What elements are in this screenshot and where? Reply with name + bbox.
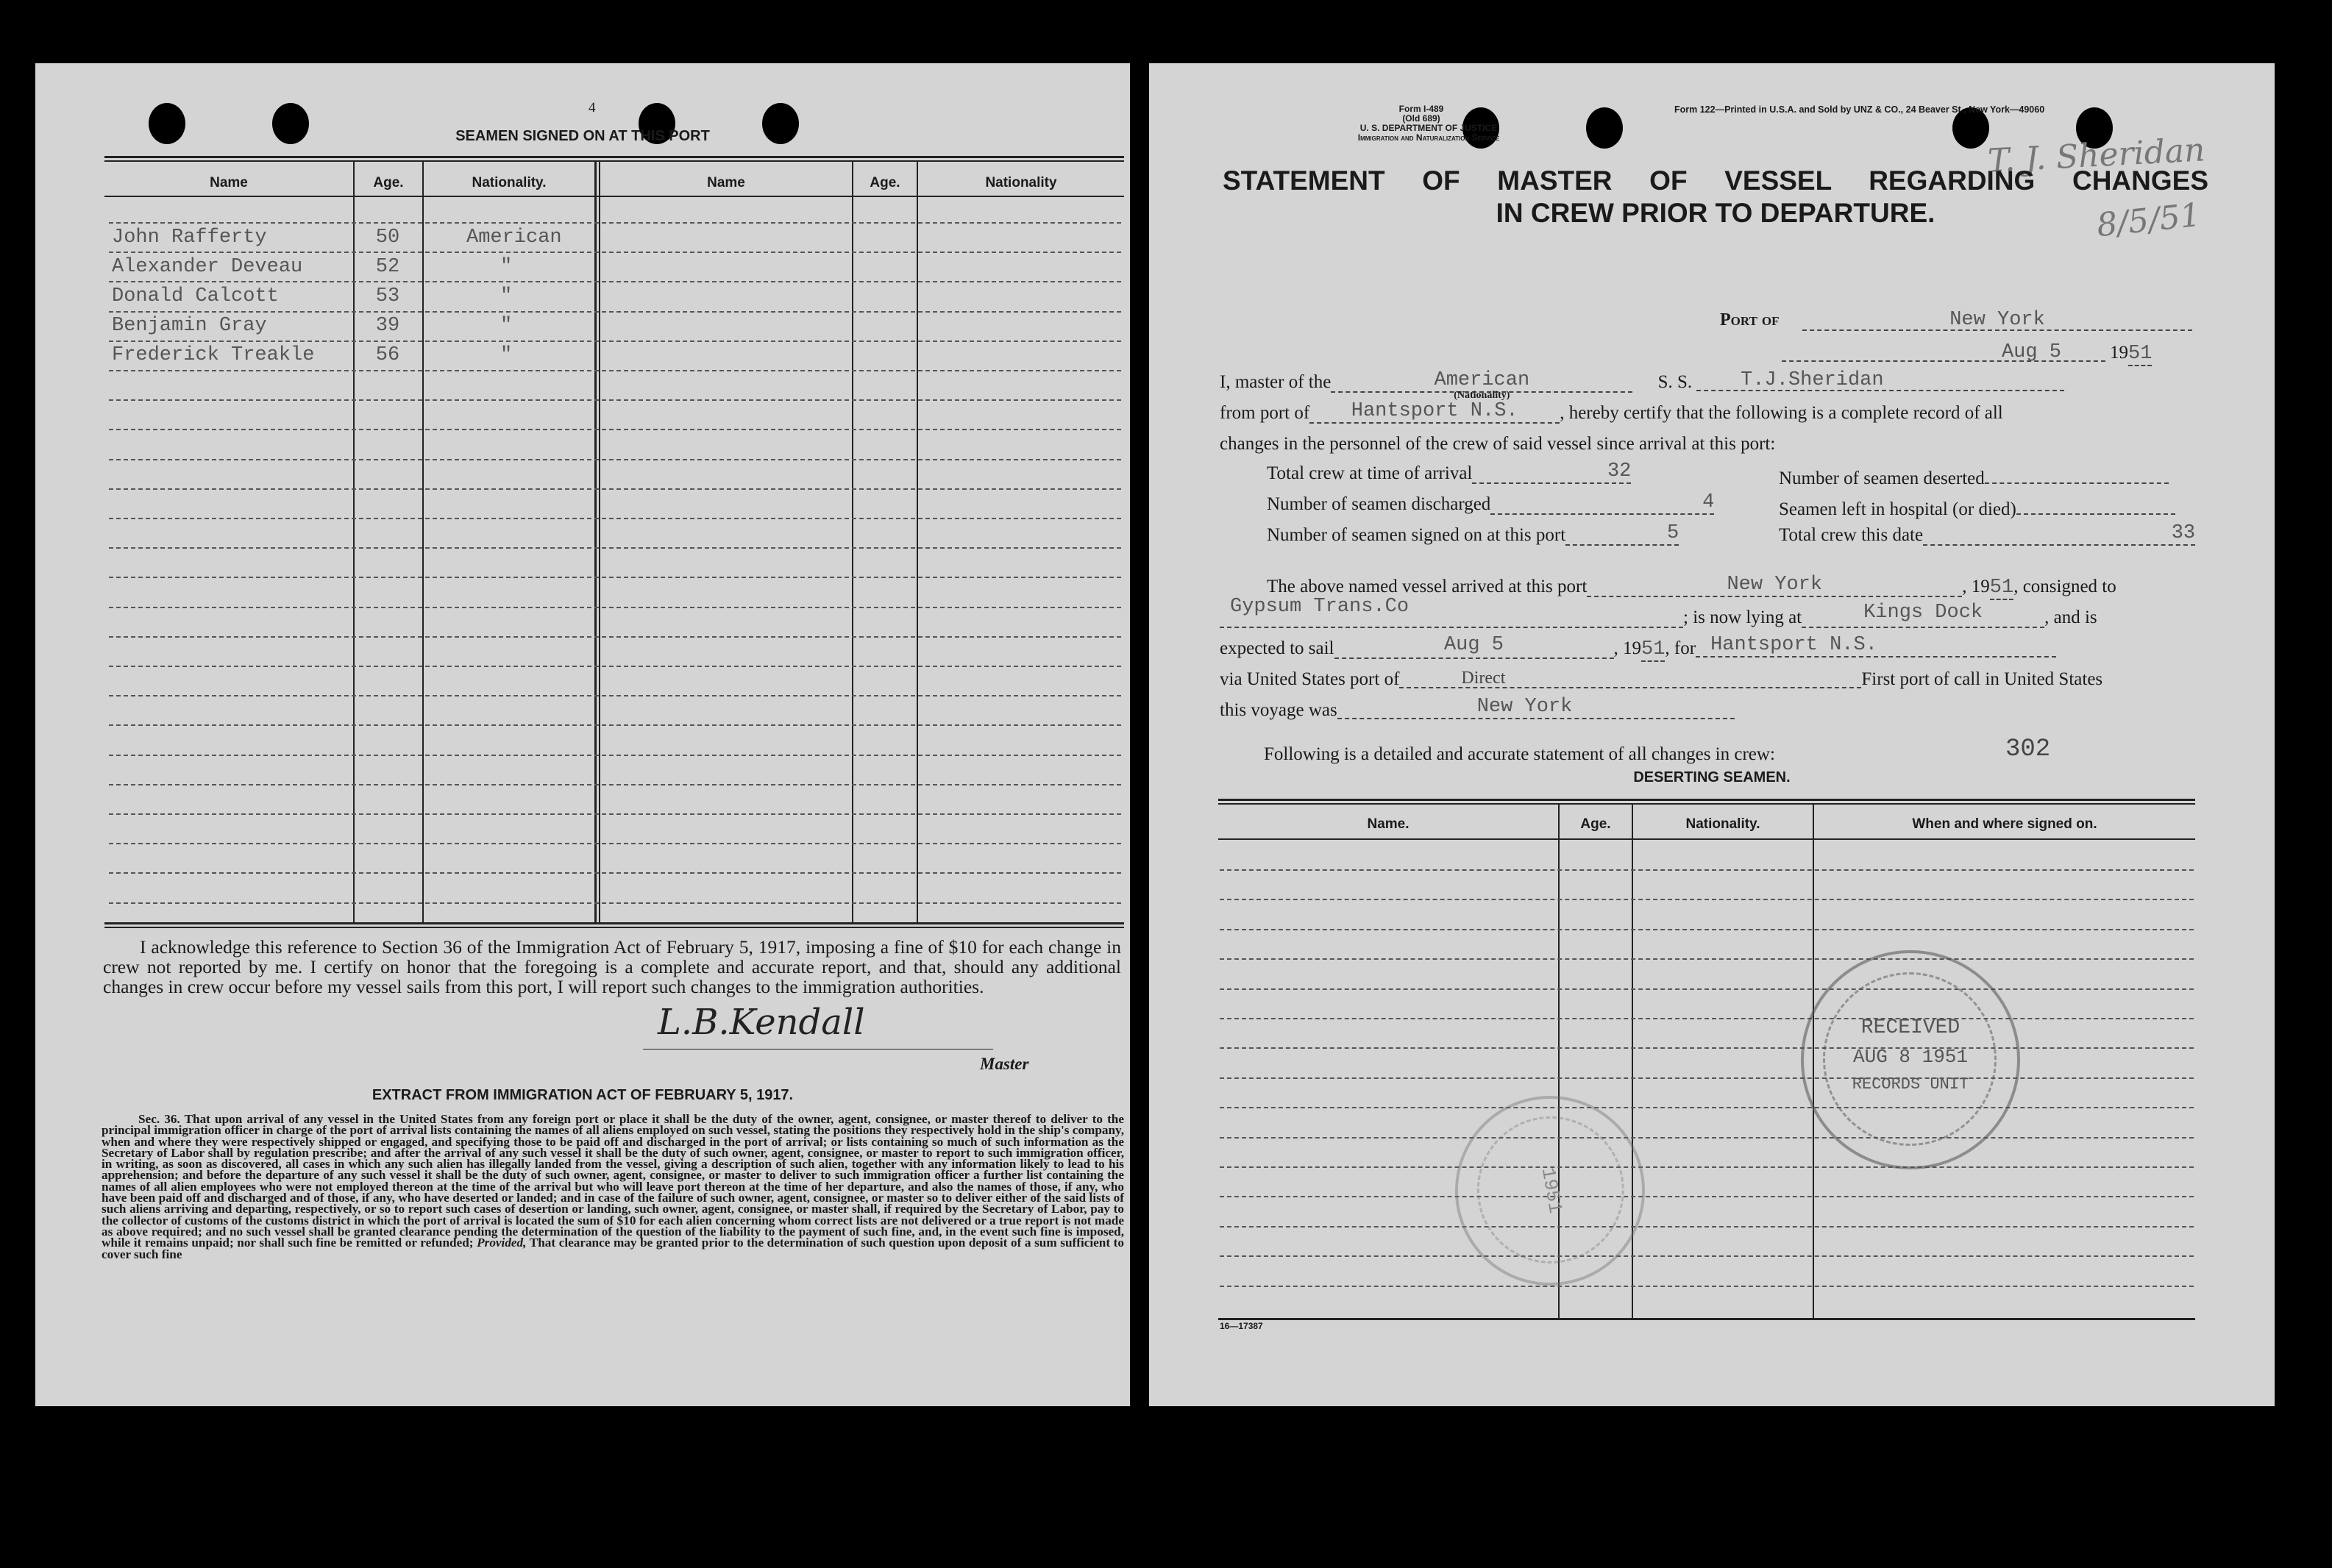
year-prefix: 19	[2110, 343, 2128, 363]
ruled-line	[109, 429, 1121, 430]
column-header-nationality: Nationality.	[472, 175, 547, 190]
stat-field	[1923, 522, 2196, 546]
form-number: Form I-489	[1398, 104, 1444, 114]
stat-value: 4	[1702, 491, 1715, 513]
and-is-label: , and is	[2044, 607, 2097, 627]
from-port-line	[1220, 400, 2003, 424]
consigned-label: , consigned to	[2013, 577, 2116, 596]
consignee-line	[1220, 596, 2097, 628]
received-stamp	[1801, 950, 2020, 1169]
department: U. S. DEPARTMENT OF JUSTICE	[1359, 123, 1498, 133]
expected-field	[1334, 634, 1614, 659]
voyage-field	[1337, 696, 1735, 719]
ruled-line	[109, 311, 1121, 313]
following-text: Following is a detailed and accurate statement of all changes in crew:	[1264, 744, 1775, 764]
ruled-line	[109, 636, 1121, 638]
ruled-line	[1220, 929, 2194, 930]
consignee-value: Gypsum Trans.Co	[1230, 596, 1409, 618]
ruled-line	[1220, 988, 2194, 990]
ruled-line	[1220, 1196, 2194, 1197]
master-label: I, master of the	[1220, 372, 1332, 392]
stamp-date: 1951	[1536, 1166, 1567, 1215]
seaman-nationality: "	[500, 285, 513, 307]
from-port-value: Hantsport N.S.	[1351, 400, 1518, 422]
stat-field	[1472, 460, 1632, 484]
seaman-age: 52	[375, 256, 400, 278]
stat-value: 5	[1666, 522, 1679, 544]
ruled-line	[109, 666, 1121, 667]
ruled-line	[1220, 1018, 2194, 1019]
ruled-line	[109, 370, 1121, 371]
stat-label: Total crew this date	[1779, 525, 1924, 545]
certify-text: , hereby certify that the following is a complete record of all	[1560, 403, 2003, 423]
seaman-nationality: "	[500, 256, 513, 278]
ruled-line	[109, 902, 1121, 904]
seaman-age: 50	[375, 227, 400, 249]
column-header-age: Age.	[373, 175, 404, 190]
received-date: AUG 8 1951	[1852, 1046, 1969, 1068]
column-header-name: Name	[210, 175, 248, 190]
ruled-line	[109, 607, 1121, 608]
expected-year: 51	[1641, 638, 1666, 660]
vessel-field	[1696, 369, 2064, 391]
printer-line: Form 122—Printed in U.S.A. and Sold by UNZ & CO., 24 Beaver St., New York—49060	[1674, 104, 2045, 115]
title-line-2: IN CREW PRIOR TO DEPARTURE.	[1496, 198, 1935, 228]
stat-deserted	[1779, 463, 2169, 489]
stat-label: Number of seamen deserted	[1779, 468, 1985, 488]
ruled-line	[109, 488, 1121, 490]
stat-field	[1490, 491, 1715, 515]
ruled-line	[109, 784, 1121, 785]
from-port-label: from port of	[1220, 403, 1310, 423]
ruled-line	[1220, 1226, 2194, 1227]
seaman-age: 56	[375, 344, 400, 366]
form-code: 302	[2005, 735, 2051, 763]
stat-hospital	[1779, 494, 2175, 520]
ruled-line	[109, 577, 1121, 578]
stat-signed-on	[1267, 522, 1679, 546]
column-header-signed-on: When and where signed on.	[1912, 816, 2097, 832]
arrived-year: 51	[1989, 577, 2014, 599]
stat-value: 32	[1607, 460, 1632, 482]
expected-line: expected to sail Aug 5 , 1951, for Hantsport N.S.	[1220, 638, 2056, 662]
stat-total-arrival	[1267, 460, 1632, 484]
ruled-line	[109, 459, 1121, 460]
stat-field	[2016, 494, 2175, 515]
ruled-line	[109, 755, 1121, 756]
extract-title: EXTRACT FROM IMMIGRATION ACT OF FEBRUARY 5, 1917.	[372, 1087, 794, 1103]
left-page	[35, 63, 1130, 1406]
stat-field	[1565, 522, 1679, 546]
records-text: RECORDS UNIT	[1852, 1075, 1969, 1094]
seaman-age: 53	[375, 285, 400, 307]
stat-discharged	[1267, 491, 1715, 515]
certify-text-2: changes in the personnel of the crew of said vessel since arrival at this port:	[1220, 434, 1776, 454]
ruled-line	[1220, 1137, 2194, 1138]
year-prefix: 19	[1623, 638, 1641, 658]
seaman-name: Alexander Deveau	[112, 256, 303, 278]
stat-label: Seamen left in hospital (or died)	[1779, 499, 2016, 519]
seaman-name: John Rafferty	[112, 227, 267, 249]
voyage-line	[1220, 696, 1735, 721]
lying-value: Kings Dock	[1863, 602, 1983, 624]
ruled-line	[1220, 1255, 2194, 1257]
extract-body: That upon arrival of any vessel in the United States from any foreign port or place it shall be the duty of the owner, agent, consignee, or master thereof to deliver to the principal immigration officer in charge of the port of arrival lists containing the names of all aliens employed on such vessel, stating the positions they respectively hold in the ship's company, when and where they were respectively shipped or engaged, and specifying those to be paid off and discharged in the port of arrival; or lists containing so much of such information as the Secretary of Labor shall by regulation prescribe; and after the arrival of any such vessel it shall be the duty of such owner, agent, consignee, or master to report to such immigration officer, in writing, as soon as discovered, all cases in which any such alien has illegally landed from the vessel, giving a description of such alien, together with any information likely to lead to his apprehension; and before the departure of any such vessel it shall be the duty of such owner, agent, consignee, or master to deliver to such immigration officer a further list containing the names of all alien employees who were not employed thereon at the time of the arrival but who will leave port thereon at the time of her departure, and also the names of those, if any, who have been paid off and discharged and of those, if any, who have deserted or landed; and in case of the failure of such owner, agent, consignee, or master so to deliver either of the said lists of such aliens arriving and departing, respectively, or so to report such cases of desertion or landing, such owner, agent, consignee, or master shall, if required by the Secretary of Labor, pay to the collector of customs of the customs district in which the port of arrival is located the sum of $10 for each alien concerning whom correct lists are not delivered or a true report is not made as above required; and no such vessel shall be granted clearance pending the determination of the question of the liability to the payment of such fine, and, in the event such fine is imposed, while it remains unpaid; nor shall such fine be remitted or refunded;	[102, 1112, 1124, 1250]
stat-field	[1985, 463, 2169, 484]
right-page	[1149, 63, 2275, 1406]
port-value: New York	[1949, 309, 2045, 331]
date-value: Aug 5	[2001, 341, 2061, 363]
ruled-line	[1220, 899, 2194, 900]
expected-value: Aug 5	[1443, 634, 1504, 656]
port-label: Port of	[1720, 310, 1780, 329]
from-port-field	[1309, 400, 1560, 424]
ruled-line	[109, 341, 1121, 342]
handwritten-vessel-name: T. J. Sheridan	[1986, 131, 2206, 180]
date-field	[1782, 341, 2105, 362]
year-prefix: 19	[1971, 577, 1990, 596]
statement-body	[1149, 63, 2275, 1406]
stat-label: Number of seamen discharged	[1267, 494, 1491, 514]
ruled-line	[109, 222, 1121, 224]
via-label: via United States port of	[1220, 669, 1400, 689]
received-text: RECEIVED	[1860, 1016, 1960, 1039]
ruled-line	[109, 872, 1121, 874]
ruled-line	[109, 813, 1121, 815]
ruled-line	[1220, 1166, 2194, 1168]
ruled-line	[109, 252, 1121, 253]
old-form-number: (Old 689)	[1402, 113, 1440, 124]
page-number: 4	[589, 100, 596, 115]
consignee-field	[1220, 596, 1683, 628]
via-field	[1399, 669, 1861, 688]
ruled-line	[109, 724, 1121, 726]
ruled-line	[109, 281, 1121, 282]
deserting-title: DESERTING SEAMEN.	[1633, 769, 1791, 785]
arrived-field	[1587, 574, 1962, 597]
stat-label: Total crew at time of arrival	[1267, 463, 1473, 483]
ruled-line	[1220, 1077, 2194, 1079]
column-header-nationality: Nationality.	[1685, 816, 1760, 832]
stat-total-date	[1779, 522, 2196, 546]
lying-field	[1802, 602, 2044, 628]
voyage-label: this voyage was	[1220, 700, 1337, 720]
arrived-value: New York	[1727, 574, 1823, 596]
column-header-age: Age.	[1580, 816, 1611, 832]
ruled-line	[109, 399, 1121, 401]
ss-label: S. S.	[1657, 372, 1693, 392]
arrived-line: The above named vessel arrived at this port New York , 1951, consigned to	[1267, 574, 2116, 599]
title-line-1: STATEMENT OF MASTER OF VESSEL REGARDING CHANGES	[1223, 165, 2208, 196]
column-header-name: Name.	[1367, 816, 1409, 832]
master-signature: L.B.Kendall	[658, 1002, 865, 1043]
for-label: , for	[1665, 638, 1696, 658]
stat-label: Number of seamen signed on at this port	[1267, 525, 1566, 545]
signature-caption: Master	[980, 1055, 1029, 1073]
stat-value: 33	[2171, 522, 2196, 544]
lying-label: ; is now lying at	[1683, 607, 1802, 627]
first-port-label: First port of call in United States	[1861, 669, 2103, 689]
footer-code: 16—17387	[1220, 1321, 1263, 1331]
nationality-caption: (Nationality)	[1454, 390, 1510, 401]
ruled-line	[1220, 1286, 2194, 1287]
seaman-age: 39	[375, 315, 400, 337]
extract-provided: Provided,	[477, 1236, 527, 1250]
ruled-line	[109, 547, 1121, 549]
seaman-name: Frederick Treakle	[112, 344, 315, 366]
ruled-line	[1220, 958, 2194, 960]
extract-text	[102, 1113, 1124, 1260]
extract-end: That clearance may be granted prior to the determination of such question upon deposit of a sum sufficient to cover such fine	[102, 1236, 1124, 1261]
year-value: 51	[2128, 343, 2153, 365]
acknowledgement-text: I acknowledge this reference to Section 36 of the Immigration Act of February 5, 1917, imposing a fine of $10 for each change in crew not reported by me. I certify on honor that the foregoing is a complete and accurate report, and that, should any additional changes in crew occur before my vessel sails from this port, I will report such changes to the immigration authorities.	[103, 936, 1121, 997]
column-header-age: Age.	[870, 175, 900, 190]
seaman-nationality: "	[500, 344, 513, 366]
service: Immigration and Naturalization Service	[1357, 132, 1500, 143]
seaman-name: Benjamin Gray	[112, 315, 267, 337]
section-title: SEAMEN SIGNED ON AT THIS PORT	[455, 128, 710, 144]
ruled-line	[109, 695, 1121, 696]
vessel-value: T.J.Sheridan	[1741, 369, 1884, 391]
via-value: Direct	[1461, 669, 1506, 688]
arrived-label: The above named vessel arrived at this port	[1267, 577, 1588, 596]
master-line	[1220, 369, 2064, 401]
year-line	[2110, 343, 2152, 366]
column-header-name: Name	[707, 175, 745, 190]
seaman-name: Donald Calcott	[112, 285, 279, 307]
column-header-nationality: Nationality	[985, 175, 1057, 190]
handwritten-date: 8/5/51	[2094, 196, 2203, 245]
port-field	[1802, 309, 2192, 331]
ruled-line	[109, 843, 1121, 844]
nationality-field	[1331, 369, 1632, 401]
expected-label: expected to sail	[1220, 638, 1334, 658]
nationality-value: American	[1434, 369, 1530, 391]
seaman-nationality: American	[466, 227, 562, 249]
extract-label: Sec. 36.	[138, 1112, 180, 1126]
for-value: Hantsport N.S.	[1710, 634, 1877, 656]
via-line	[1220, 669, 2102, 690]
ruled-line	[1220, 1047, 2194, 1049]
ruled-line	[1220, 869, 2194, 871]
ruled-line	[109, 518, 1121, 519]
ruled-line	[1220, 1107, 2194, 1108]
seaman-nationality: "	[500, 315, 513, 337]
voyage-value: New York	[1476, 696, 1573, 718]
for-field	[1696, 634, 2056, 658]
